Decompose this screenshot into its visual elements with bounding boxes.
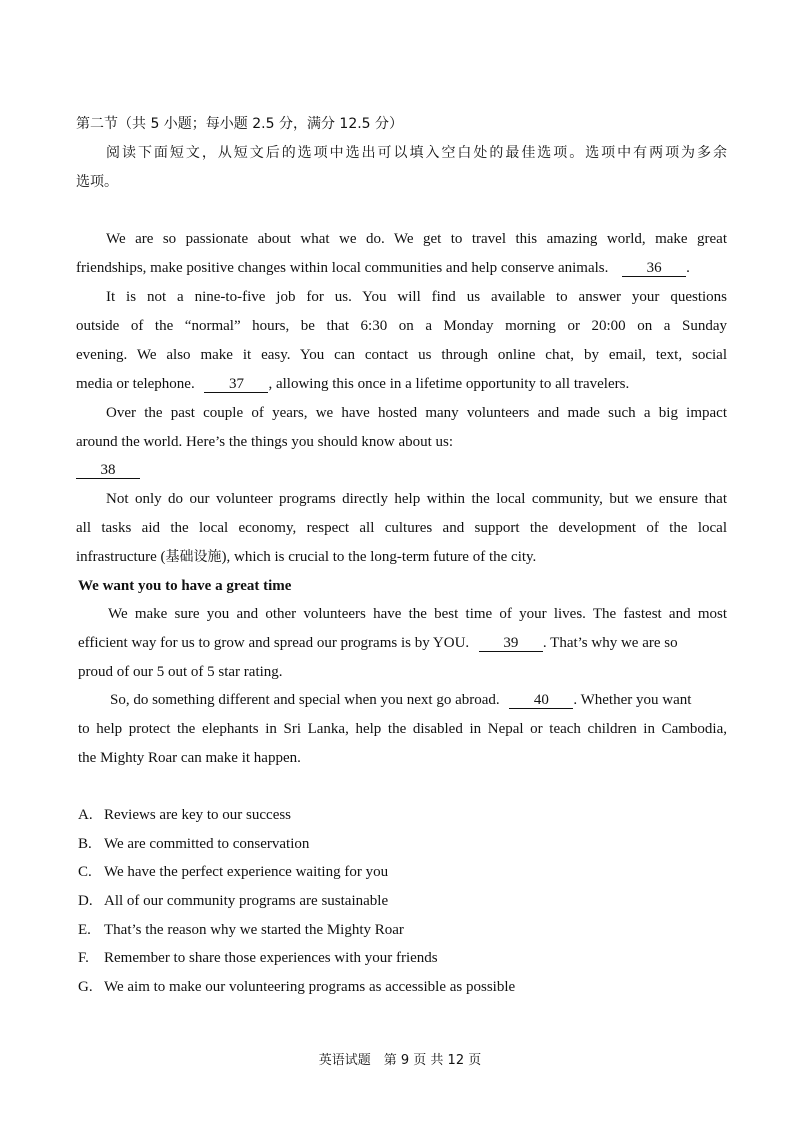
blank-36: 36 bbox=[622, 260, 686, 277]
option-letter: G. bbox=[78, 979, 93, 995]
passage-line: proud of our 5 out of 5 star rating. bbox=[78, 664, 283, 680]
passage-line: We make sure you and other volunteers have the best time of your lives. The fastest and most bbox=[108, 606, 727, 622]
passage-line: the Mighty Roar can make it happen. bbox=[78, 750, 301, 766]
passage-line: Not only do our volunteer programs directly help within the local community, but we ensure that bbox=[106, 491, 727, 507]
option-text: Reviews are key to our success bbox=[104, 807, 292, 823]
option-letter: D. bbox=[78, 893, 93, 909]
blank-37: 37 bbox=[204, 376, 268, 393]
option-c bbox=[78, 862, 388, 882]
option-text: Remember to share those experiences with your friends bbox=[104, 950, 438, 966]
passage-line bbox=[76, 547, 727, 567]
passage-text: . That’s why we are so bbox=[542, 635, 678, 651]
instruction-line-1: 阅读下面短文，从短文后的选项中选出可以填入空白处的最佳选项。选项中有两项为多余 bbox=[106, 145, 727, 161]
passage-line: to help protect the elephants in Sri Lanka, help the disabled in Nepal or teach children in Cambodia, bbox=[78, 721, 727, 737]
passage-text: . bbox=[686, 260, 690, 276]
passage-line: It is not a nine-to-five job for us. You will find us available to answer your questions bbox=[106, 289, 727, 305]
passage-text: So, do something different and special when you next go abroad. bbox=[110, 692, 500, 708]
passage-line bbox=[110, 690, 761, 710]
option-b bbox=[78, 834, 309, 854]
passage-text: efficient way for us to grow and spread our programs is by YOU. bbox=[78, 635, 470, 651]
passage-line bbox=[78, 633, 729, 653]
instruction-line-2: 选项。 bbox=[76, 174, 118, 190]
option-g bbox=[78, 977, 515, 997]
option-letter: E. bbox=[78, 922, 91, 938]
passage-text-chinese: 基础设施 bbox=[165, 549, 222, 565]
page-footer: 英语试题 第 9 页 共 12 页 bbox=[318, 1053, 482, 1068]
option-letter: A. bbox=[78, 807, 93, 823]
blank-38: 38 bbox=[76, 462, 140, 479]
subheading: We want you to have a great time bbox=[78, 578, 292, 594]
option-f bbox=[78, 948, 438, 968]
passage-text: infrastructure ( bbox=[76, 549, 166, 565]
section-heading: 第二节（共 5 小题；每小题 2.5 分，满分 12.5 分） bbox=[76, 116, 404, 132]
option-text: That’s the reason why we started the Mighty Roar bbox=[104, 922, 404, 938]
option-text: We are committed to conservation bbox=[104, 836, 310, 852]
option-letter: B. bbox=[78, 836, 92, 852]
passage-line bbox=[76, 374, 727, 394]
passage-line: evening. We also make it easy. You can contact us through online chat, by email, text, social bbox=[76, 347, 727, 363]
passage-text: , allowing this once in a lifetime opportunity to all travelers. bbox=[268, 376, 630, 392]
passage-line: We are so passionate about what we do. We get to travel this amazing world, make great bbox=[106, 231, 727, 247]
blank-40: 40 bbox=[509, 692, 573, 709]
passage-line: outside of the “normal” hours, be that 6:30 on a Monday morning or 20:00 on a Sunday bbox=[76, 318, 727, 334]
passage-line bbox=[76, 258, 727, 278]
passage-line: Over the past couple of years, we have hosted many volunteers and made such a big impact bbox=[106, 405, 727, 421]
passage-text: . Whether you want bbox=[573, 692, 692, 708]
blank-39: 39 bbox=[479, 635, 543, 652]
option-text: We aim to make our volunteering programs as accessible as possible bbox=[104, 979, 516, 995]
option-text: We have the perfect experience waiting for you bbox=[104, 864, 389, 880]
option-e bbox=[78, 920, 404, 940]
option-text: All of our community programs are sustainable bbox=[104, 893, 389, 909]
option-d bbox=[78, 891, 388, 911]
passage-line: around the world. Here’s the things you should know about us: bbox=[76, 434, 454, 450]
passage-text: media or telephone. bbox=[76, 376, 195, 392]
option-letter: C. bbox=[78, 864, 92, 880]
passage-text: friendships, make positive changes within local communities and help conserve animals. bbox=[76, 260, 609, 276]
passage-text: ), which is crucial to the long-term future of the city. bbox=[221, 549, 537, 565]
passage-line bbox=[76, 460, 727, 480]
option-a bbox=[78, 805, 291, 825]
option-letter: F. bbox=[78, 950, 89, 966]
passage-line: all tasks aid the local economy, respect all cultures and support the development of the local bbox=[76, 520, 727, 536]
